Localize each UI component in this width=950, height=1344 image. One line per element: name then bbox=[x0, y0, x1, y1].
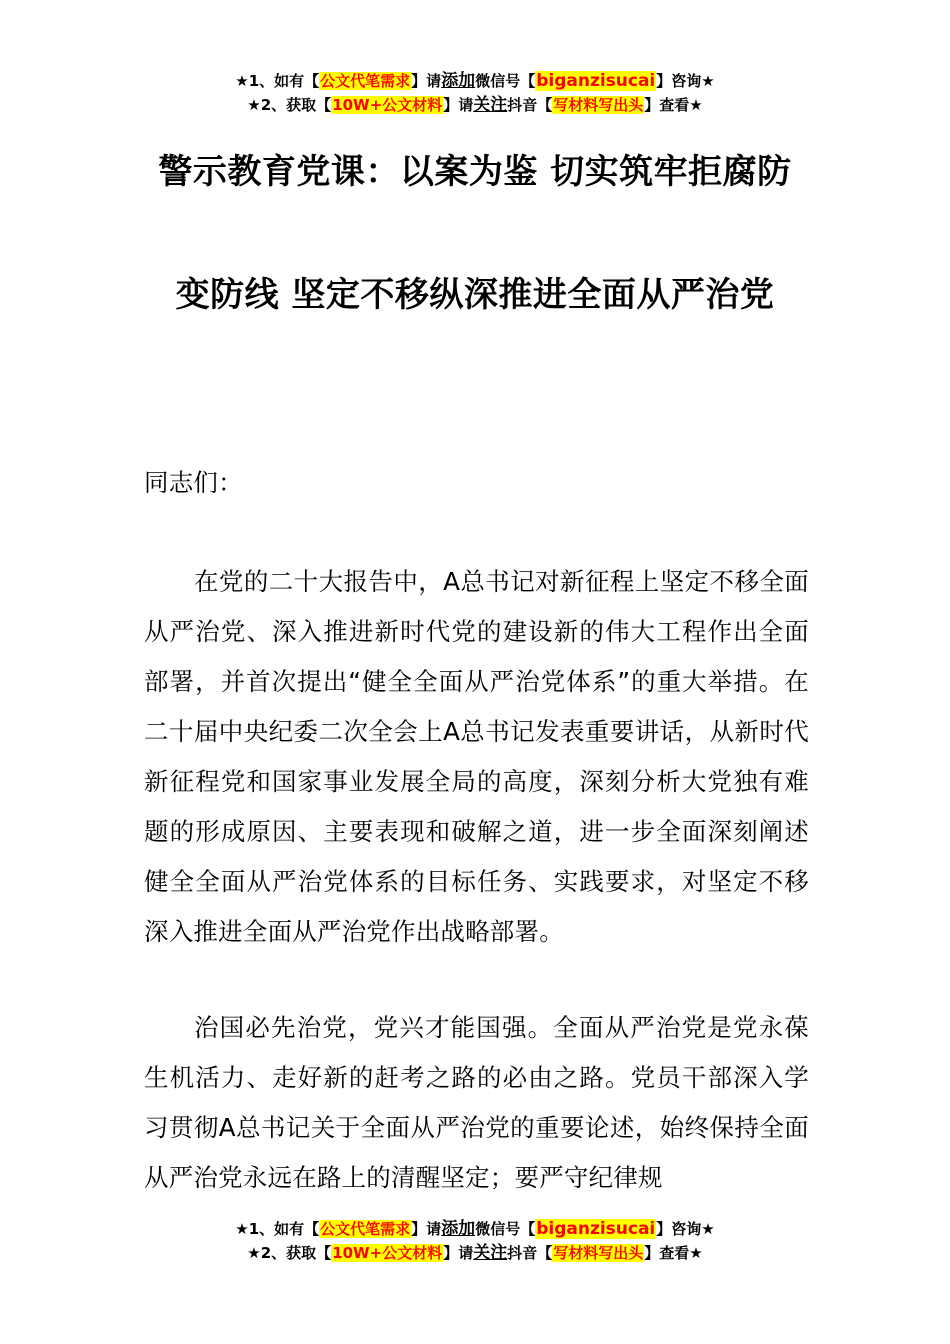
promo-highlight: 10W+公文材料 bbox=[332, 1244, 443, 1262]
document-title-line-2: 变防线 坚定不移纵深推进全面从严治党 bbox=[175, 275, 775, 315]
promo-highlight: biganzisucai bbox=[536, 71, 656, 91]
promo-header bbox=[0, 69, 950, 117]
promo-line-2 bbox=[0, 1241, 950, 1265]
promo-text: ★1、如有【 bbox=[235, 1220, 320, 1238]
promo-text: ★1、如有【 bbox=[235, 72, 320, 90]
promo-highlight: 公文代笔需求 bbox=[320, 1220, 411, 1238]
promo-footer bbox=[0, 1217, 950, 1265]
promo-underlined: 关注 bbox=[473, 1243, 508, 1263]
promo-underlined: 添加 bbox=[441, 71, 476, 91]
promo-text: ★2、获取【 bbox=[247, 96, 332, 114]
promo-line-2 bbox=[0, 93, 950, 117]
promo-highlight: 写材料写出头 bbox=[553, 96, 644, 114]
promo-text: 】请 bbox=[443, 96, 474, 114]
promo-highlight: 写材料写出头 bbox=[553, 1244, 644, 1262]
document-title-line-1: 警示教育党课：以案为鉴 切实筑牢拒腐防 bbox=[158, 152, 792, 192]
salutation: 同志们： bbox=[144, 468, 243, 497]
promo-text: 抖音【 bbox=[507, 96, 553, 114]
promo-text: 】咨询★ bbox=[656, 1220, 715, 1238]
promo-text: 微信号【 bbox=[475, 72, 536, 90]
promo-highlight: 公文代笔需求 bbox=[320, 72, 411, 90]
paragraph: 在党的二十大报告中，A总书记对新征程上坚定不移全面从严治党、深入推进新时代党的建设新的伟大工程作出全面部署，并首次提出“健全全面从严治党体系”的重大举措。在二十届中央纪委二次全会上A总书记发表重要讲话，从新时代新征程党和国家事业发展全局的高度，深刻分析大党独有难题的形成原因、主要表现和破解之道，进一步全面深刻阐述健全全面从严治党体系的目标任务、实践要求，对坚定不移深入推进全面从严治党作出战略部署。 bbox=[144, 567, 809, 946]
promo-text: 】请 bbox=[443, 1244, 474, 1262]
promo-text: ★2、获取【 bbox=[247, 1244, 332, 1262]
promo-text: 】请 bbox=[411, 72, 442, 90]
promo-text: 微信号【 bbox=[475, 1220, 536, 1238]
paragraph: 治国必先治党，党兴才能国强。全面从严治党是党永葆生机活力、走好新的赶考之路的必由之路。党员干部深入学习贯彻A总书记关于全面从严治党的重要论述，始终保持全面从严治党永远在路上的清醒坚定；要严守纪律规 bbox=[144, 1013, 809, 1192]
promo-underlined: 添加 bbox=[441, 1219, 476, 1239]
promo-line-1 bbox=[0, 1217, 950, 1241]
promo-text: 】咨询★ bbox=[656, 72, 715, 90]
promo-underlined: 关注 bbox=[473, 95, 508, 115]
promo-highlight: 10W+公文材料 bbox=[332, 96, 443, 114]
promo-text: 】请 bbox=[411, 1220, 442, 1238]
promo-text: 】查看★ bbox=[644, 96, 703, 114]
promo-text: 抖音【 bbox=[507, 1244, 553, 1262]
promo-text: 】查看★ bbox=[644, 1244, 703, 1262]
promo-line-1 bbox=[0, 69, 950, 93]
promo-highlight: biganzisucai bbox=[536, 1219, 656, 1239]
